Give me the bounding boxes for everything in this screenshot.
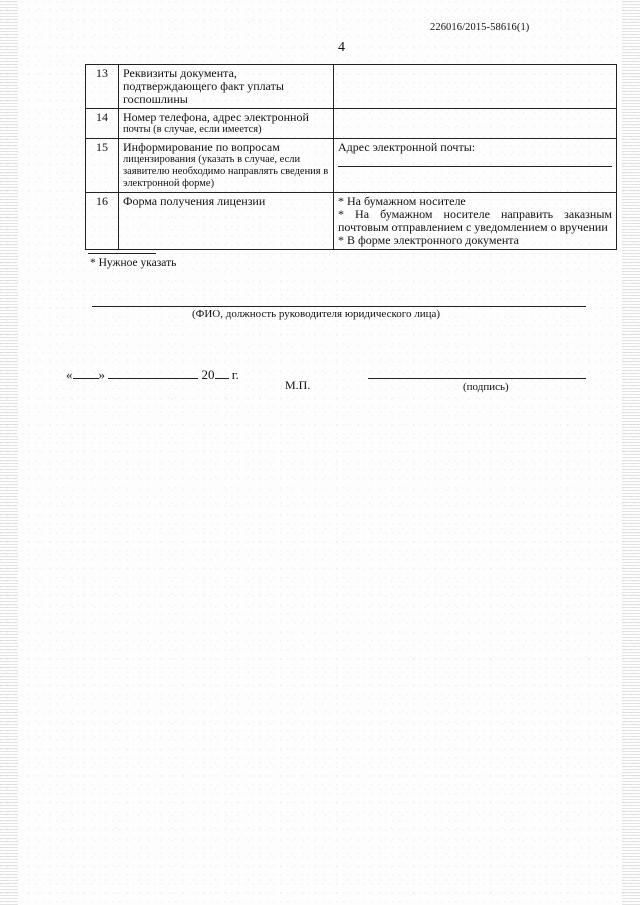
table-row (86, 65, 617, 109)
email-cell (334, 139, 617, 193)
stamp-label: М.П. (285, 378, 311, 392)
signatory-caption: (ФИО, должность руководителя юридического лица) (192, 308, 441, 320)
year-blank (215, 366, 229, 379)
signatory-line (92, 306, 586, 307)
month-blank (108, 366, 198, 379)
row-number: 16 (86, 193, 119, 250)
signature-caption: (подпись) (463, 381, 509, 393)
row-number: 13 (86, 65, 119, 109)
date-close-quote: » (98, 367, 105, 382)
row-label-note: почты (в случае, если имеется) (123, 124, 262, 135)
row-value (334, 109, 617, 139)
row-number: 15 (86, 139, 119, 193)
page-number: 4 (338, 40, 345, 55)
footnote: * Нужное указать (90, 257, 177, 269)
email-input-line (338, 154, 612, 167)
email-label: Адрес электронной почты: (338, 140, 476, 154)
row-value (334, 65, 617, 109)
date-field (66, 366, 239, 383)
row-label: Информирование по вопросам (123, 140, 280, 154)
table-row (86, 109, 617, 139)
delivery-option-paper: * На бумажном носителе (338, 194, 466, 208)
row-label-cell (119, 109, 334, 139)
delivery-options-cell (334, 193, 617, 250)
row-label-note: лицензирования (указать в случае, если заявителю необходимо направлять сведения в электронной форме) (123, 154, 329, 189)
row-label: Номер телефона, адрес электронной (123, 110, 309, 124)
application-table (85, 64, 617, 250)
scan-edge-left (0, 0, 18, 905)
row-label-cell (119, 139, 334, 193)
date-open-quote: « (66, 367, 73, 382)
table-row (86, 139, 617, 193)
signature-line (368, 378, 586, 379)
day-blank (73, 366, 99, 379)
year-suffix: г. (231, 367, 239, 382)
row-number: 14 (86, 109, 119, 139)
delivery-option-electronic: * В форме электронного документа (338, 233, 519, 247)
row-label: Форма получения лицензии (119, 193, 334, 250)
scan-edge-right (622, 0, 640, 905)
footnote-rule (88, 253, 156, 254)
row-label: Реквизиты документа, подтверждающего факт уплаты госпошлины (119, 65, 334, 109)
delivery-option-mail: * На бумажном носителе направить заказным почтовым отправлением с уведомлением о вручении (338, 207, 612, 234)
year-prefix: 20 (201, 367, 215, 382)
table-row (86, 193, 617, 250)
document-number: 226016/2015-58616(1) (430, 22, 530, 33)
